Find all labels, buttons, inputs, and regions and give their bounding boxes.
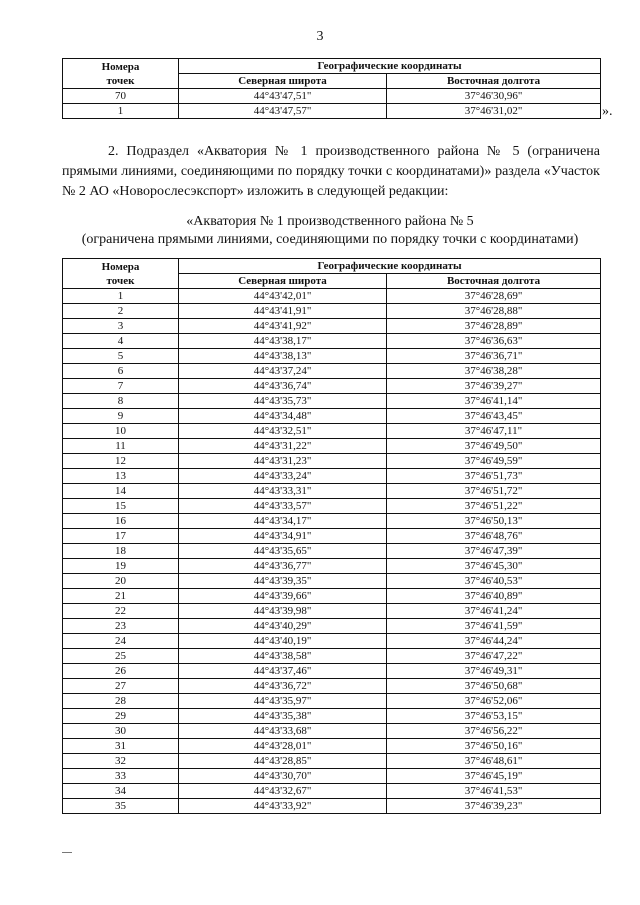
cell-latitude: 44°43'34,17" [179, 514, 387, 529]
cell-longitude: 37°46'51,73" [387, 469, 601, 484]
cell-latitude: 44°43'41,92" [179, 319, 387, 334]
cell-longitude: 37°46'50,16" [387, 739, 601, 754]
cell-longitude: 37°46'39,27" [387, 379, 601, 394]
table-row [63, 319, 601, 334]
table-row [63, 709, 601, 724]
cell-longitude: 37°46'28,88" [387, 304, 601, 319]
header-north-latitude: Северная широта [179, 274, 387, 289]
cell-latitude: 44°43'33,31" [179, 484, 387, 499]
cell-longitude: 37°46'52,06" [387, 694, 601, 709]
table-row [63, 679, 601, 694]
cell-longitude: 37°46'50,13" [387, 514, 601, 529]
cell-latitude: 44°43'40,29" [179, 619, 387, 634]
cell-latitude: 44°43'39,98" [179, 604, 387, 619]
cell-point-number: 30 [63, 724, 179, 739]
cell-point-number: 19 [63, 559, 179, 574]
cell-longitude: 37°46'50,68" [387, 679, 601, 694]
table-row [63, 439, 601, 454]
cell-longitude: 37°46'31,02" [387, 104, 601, 119]
cell-latitude: 44°43'36,72" [179, 679, 387, 694]
cell-point-number: 24 [63, 634, 179, 649]
table-row [63, 544, 601, 559]
header-geo-coordinates: Географические координаты [179, 59, 601, 74]
header-point-number [63, 259, 179, 289]
cell-latitude: 44°43'36,74" [179, 379, 387, 394]
cell-latitude: 44°43'28,85" [179, 754, 387, 769]
table-row [63, 334, 601, 349]
cell-point-number: 3 [63, 319, 179, 334]
table-row [63, 394, 601, 409]
cell-latitude: 44°43'36,77" [179, 559, 387, 574]
cell-longitude: 37°46'44,24" [387, 634, 601, 649]
cell-point-number: 14 [63, 484, 179, 499]
page-number: 3 [316, 29, 324, 44]
cell-point-number: 27 [63, 679, 179, 694]
cell-longitude: 37°46'39,23" [387, 799, 601, 814]
cell-longitude: 37°46'30,96" [387, 89, 601, 104]
cell-latitude: 44°43'30,70" [179, 769, 387, 784]
cell-longitude: 37°46'36,63" [387, 334, 601, 349]
cell-point-number: 23 [63, 619, 179, 634]
table-row [63, 289, 601, 304]
cell-longitude: 37°46'36,71" [387, 349, 601, 364]
cell-longitude: 37°46'40,89" [387, 589, 601, 604]
cell-latitude: 44°43'38,17" [179, 334, 387, 349]
cell-point-number: 6 [63, 364, 179, 379]
cell-point-number: 18 [63, 544, 179, 559]
cell-latitude: 44°43'42,01" [179, 289, 387, 304]
paragraph-2-text: 2. Подраздел «Акватория № 1 производственного района № 5 (ограничена прямыми линиями, соединяющими по порядку точки с координатами)» раздела «Участок № 2 АО «Новорослесэкспорт» изложить в следующей редакции: [62, 144, 600, 199]
cell-latitude: 44°43'47,57" [179, 104, 387, 119]
cell-longitude: 37°46'56,22" [387, 724, 601, 739]
cell-point-number: 31 [63, 739, 179, 754]
table-row [63, 484, 601, 499]
cell-latitude: 44°43'37,46" [179, 664, 387, 679]
cell-point-number: 22 [63, 604, 179, 619]
table-row [63, 739, 601, 754]
header-east-longitude: Восточная долгота [387, 274, 601, 289]
table-row [63, 649, 601, 664]
cell-longitude: 37°46'51,22" [387, 499, 601, 514]
cell-point-number: 1 [63, 104, 179, 119]
cell-point-number: 21 [63, 589, 179, 604]
cell-longitude: 37°46'47,11" [387, 424, 601, 439]
cell-latitude: 44°43'39,66" [179, 589, 387, 604]
cell-longitude: 37°46'47,39" [387, 544, 601, 559]
table-row [63, 379, 601, 394]
cell-longitude: 37°46'49,59" [387, 454, 601, 469]
cell-latitude: 44°43'32,67" [179, 784, 387, 799]
paragraph-2 [62, 142, 600, 202]
cell-point-number: 13 [63, 469, 179, 484]
table-row [63, 664, 601, 679]
cell-point-number: 26 [63, 664, 179, 679]
cell-latitude: 44°43'33,24" [179, 469, 387, 484]
table-row [63, 89, 601, 104]
cell-latitude: 44°43'47,51" [179, 89, 387, 104]
table-row [63, 724, 601, 739]
cell-latitude: 44°43'34,91" [179, 529, 387, 544]
cell-longitude: 37°46'41,14" [387, 394, 601, 409]
cell-latitude: 44°43'41,91" [179, 304, 387, 319]
cell-point-number: 4 [63, 334, 179, 349]
cell-latitude: 44°43'39,35" [179, 574, 387, 589]
cell-longitude: 37°46'43,45" [387, 409, 601, 424]
cell-point-number: 29 [63, 709, 179, 724]
cell-longitude: 37°46'53,15" [387, 709, 601, 724]
cell-latitude: 44°43'37,24" [179, 364, 387, 379]
cell-point-number: 2 [63, 304, 179, 319]
cell-point-number: 9 [63, 409, 179, 424]
coordinates-table-continued [62, 58, 601, 119]
cell-latitude: 44°43'35,97" [179, 694, 387, 709]
cell-latitude: 44°43'33,57" [179, 499, 387, 514]
coordinates-table [62, 258, 601, 814]
table-row [63, 694, 601, 709]
cell-point-number: 15 [63, 499, 179, 514]
cell-longitude: 37°46'51,72" [387, 484, 601, 499]
cell-longitude: 37°46'48,61" [387, 754, 601, 769]
table-row [63, 104, 601, 119]
cell-latitude: 44°43'34,48" [179, 409, 387, 424]
table-row [63, 514, 601, 529]
cell-latitude: 44°43'40,19" [179, 634, 387, 649]
cell-longitude: 37°46'48,76" [387, 529, 601, 544]
cell-longitude: 37°46'28,89" [387, 319, 601, 334]
cell-longitude: 37°46'41,53" [387, 784, 601, 799]
header-geo-coordinates: Географические координаты [179, 259, 601, 274]
cell-point-number: 10 [63, 424, 179, 439]
cell-point-number: 11 [63, 439, 179, 454]
cell-point-number: 12 [63, 454, 179, 469]
cell-point-number: 20 [63, 574, 179, 589]
header-north-latitude: Северная широта [179, 74, 387, 89]
cell-longitude: 37°46'45,30" [387, 559, 601, 574]
table-row [63, 409, 601, 424]
table-row [63, 799, 601, 814]
header-point-number-line2: точек [106, 274, 135, 287]
cell-point-number: 5 [63, 349, 179, 364]
cell-latitude: 44°43'35,38" [179, 709, 387, 724]
cell-point-number: 28 [63, 694, 179, 709]
header-east-longitude: Восточная долгота [387, 74, 601, 89]
cell-latitude: 44°43'35,65" [179, 544, 387, 559]
table-row [63, 349, 601, 364]
cell-longitude: 37°46'49,50" [387, 439, 601, 454]
table-row [63, 754, 601, 769]
table-row [63, 634, 601, 649]
cell-latitude: 44°43'31,23" [179, 454, 387, 469]
cell-latitude: 44°43'35,73" [179, 394, 387, 409]
cell-longitude: 37°46'45,19" [387, 769, 601, 784]
cell-point-number: 1 [63, 289, 179, 304]
cell-point-number: 7 [63, 379, 179, 394]
cell-point-number: 35 [63, 799, 179, 814]
cell-latitude: 44°43'33,92" [179, 799, 387, 814]
cell-longitude: 37°46'38,28" [387, 364, 601, 379]
header-point-number-line1: Номера [101, 60, 140, 73]
cell-longitude: 37°46'49,31" [387, 664, 601, 679]
cell-latitude: 44°43'32,51" [179, 424, 387, 439]
cell-longitude: 37°46'40,53" [387, 574, 601, 589]
aquatoria-heading: «Акватория № 1 производственного района № 5 [186, 214, 474, 229]
footer-rule [62, 852, 72, 853]
table-row [63, 469, 601, 484]
table-row [63, 364, 601, 379]
cell-latitude: 44°43'31,22" [179, 439, 387, 454]
table-row [63, 619, 601, 634]
cell-longitude: 37°46'47,22" [387, 649, 601, 664]
table-row [63, 589, 601, 604]
cell-point-number: 16 [63, 514, 179, 529]
table-row [63, 604, 601, 619]
header-point-number-line1: Номера [101, 260, 140, 273]
table-row [63, 304, 601, 319]
table-row [63, 529, 601, 544]
cell-latitude: 44°43'38,58" [179, 649, 387, 664]
cell-point-number: 34 [63, 784, 179, 799]
cell-latitude: 44°43'33,68" [179, 724, 387, 739]
table-row [63, 769, 601, 784]
table-row [63, 499, 601, 514]
cell-point-number: 70 [63, 89, 179, 104]
cell-point-number: 17 [63, 529, 179, 544]
table-row [63, 424, 601, 439]
cell-latitude: 44°43'28,01" [179, 739, 387, 754]
cell-point-number: 32 [63, 754, 179, 769]
cell-longitude: 37°46'41,59" [387, 619, 601, 634]
cell-latitude: 44°43'38,13" [179, 349, 387, 364]
cell-longitude: 37°46'41,24" [387, 604, 601, 619]
closing-quote: ». [602, 104, 613, 119]
table-row [63, 559, 601, 574]
cell-point-number: 25 [63, 649, 179, 664]
table-row [63, 454, 601, 469]
cell-point-number: 33 [63, 769, 179, 784]
header-point-number-line2: точек [106, 74, 135, 87]
header-point-number [63, 59, 179, 89]
table-row [63, 784, 601, 799]
table-row [63, 574, 601, 589]
cell-longitude: 37°46'28,69" [387, 289, 601, 304]
aquatoria-subheading: (ограничена прямыми линиями, соединяющими по порядку точки с координатами) [81, 232, 579, 247]
cell-point-number: 8 [63, 394, 179, 409]
